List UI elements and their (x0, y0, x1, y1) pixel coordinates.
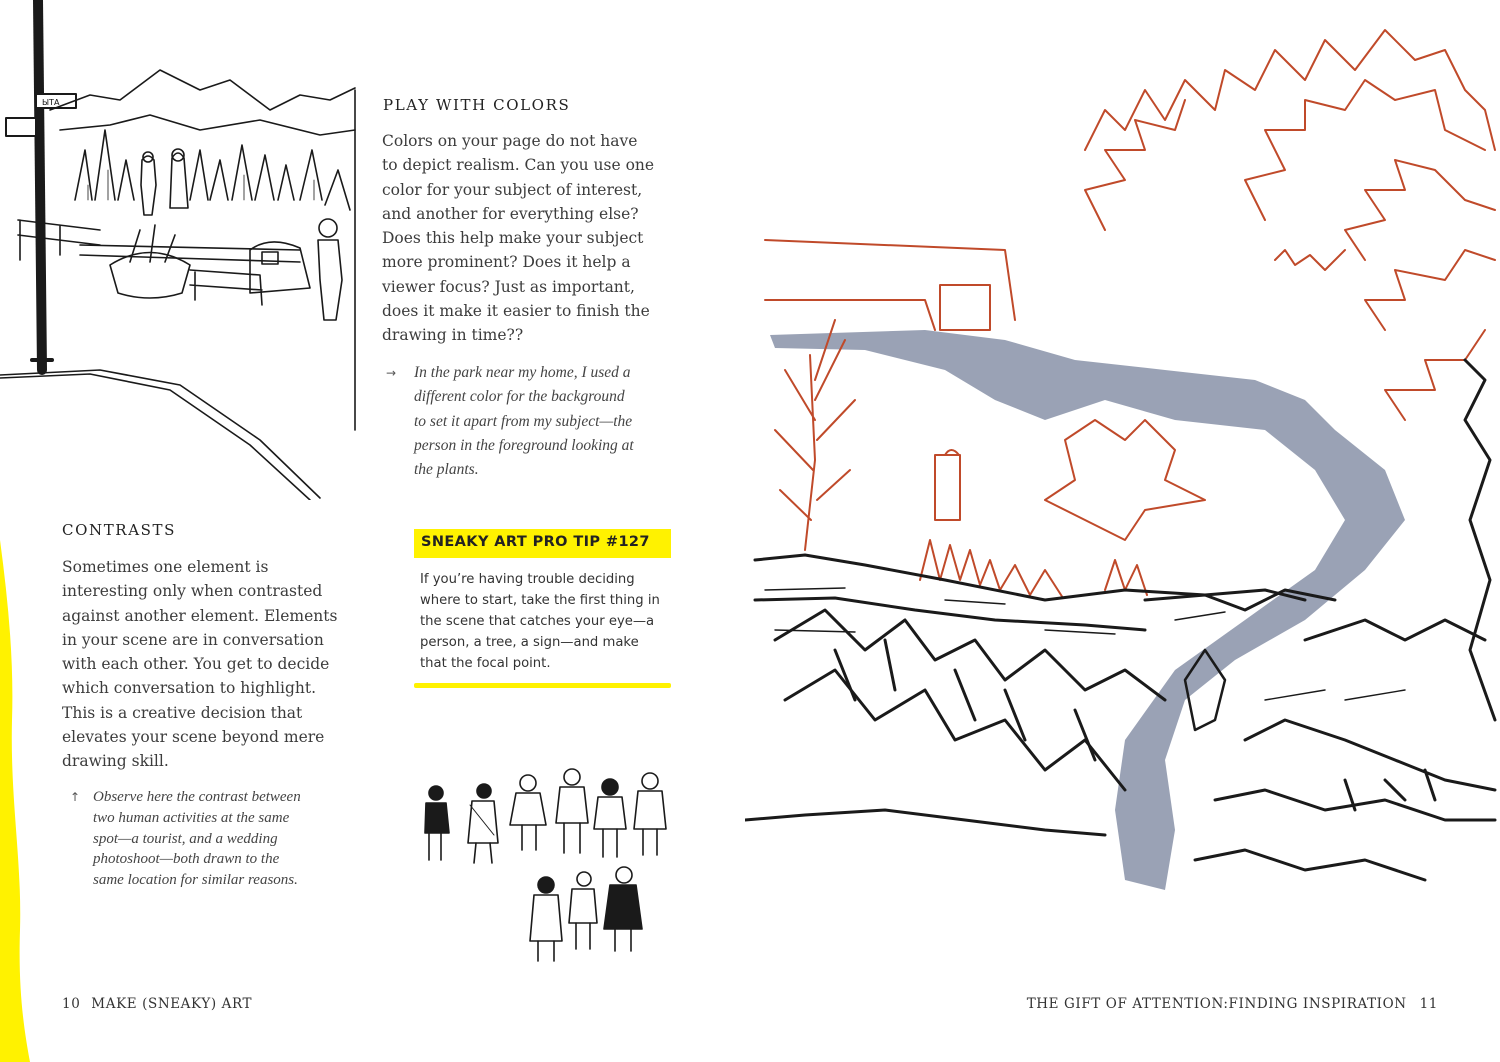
caption-line: photoshoot—both drawn to the (93, 851, 280, 868)
paragraph-line: viewer focus? Just as important, (382, 277, 635, 296)
caption-line: same location for similar reasons. (93, 872, 298, 889)
paragraph-line: more prominent? Does it help a (382, 253, 631, 272)
paragraph-line: elevates your scene beyond mere (62, 728, 325, 747)
paragraph-line: This is a creative decision that (62, 703, 303, 722)
paragraph-line: drawing skill. (62, 752, 169, 771)
tip-line: that the focal point. (420, 656, 551, 671)
paragraph-line: does it make it easier to finish the (382, 302, 650, 321)
paragraph-line: to depict realism. Can you use one (382, 156, 655, 175)
paragraph-line: with each other. You get to decide (62, 655, 330, 674)
left-footer (62, 996, 252, 1012)
overlook-sketch (0, 0, 360, 500)
paragraph-line: in your scene are in conversation (62, 630, 324, 649)
right-page-number: 11 (1419, 996, 1438, 1012)
caption-line: the plants. (414, 461, 479, 479)
park-illustration (745, 0, 1500, 960)
caption-line: person in the foreground looking at (414, 436, 634, 454)
caption-line: two human activities at the same (93, 809, 290, 826)
left-page-number: 10 (62, 996, 81, 1012)
paragraph-line: Does this help make your subject (382, 229, 644, 248)
street-sign-text: ЫТА (42, 98, 60, 107)
caption-line: In the park near my home, I used a (414, 364, 631, 381)
tip-line: If you’re having trouble deciding (420, 572, 635, 587)
tip-line: person, a tree, a sign—and make (420, 635, 639, 650)
pro-tip-label: SNEAKY ART PRO TIP #127 (414, 529, 671, 558)
contrasts-paragraph (62, 555, 362, 774)
contrasts-caption (93, 787, 363, 891)
play-with-colors-paragraph (382, 129, 682, 348)
paragraph-line: color for your subject of interest, (382, 180, 643, 199)
pro-tip-underline (414, 683, 671, 688)
tip-line: the scene that catches your eye—a (420, 614, 655, 629)
walking-people-sketch (412, 765, 674, 965)
caption-line: to set it apart from my subject—the (414, 412, 633, 430)
paragraph-line: against another element. Elements (62, 606, 338, 625)
caption-line: spot—a tourist, and a wedding (93, 830, 278, 847)
arrow-up-icon: ↑ (70, 790, 81, 804)
left-running-title: MAKE (SNEAKY) ART (91, 996, 253, 1012)
caption-line: different color for the background (414, 388, 625, 406)
arrow-right-icon: → (386, 366, 397, 380)
paragraph-line: Sometimes one element is (62, 558, 269, 576)
play-with-colors-caption (414, 361, 684, 482)
pro-tip-body (420, 569, 680, 674)
right-footer (1027, 996, 1438, 1012)
paragraph-line: interesting only when contrasted (62, 582, 323, 601)
play-with-colors-heading: PLAY WITH COLORS (383, 96, 571, 114)
paragraph-line: which conversation to highlight. (62, 679, 317, 698)
contrasts-heading: CONTRASTS (62, 521, 176, 539)
paragraph-line: and another for everything else? (382, 204, 639, 223)
tip-line: where to start, take the first thing in (420, 593, 660, 608)
paragraph-line: drawing in time?? (382, 326, 524, 345)
caption-line: Observe here the contrast between (93, 789, 301, 805)
right-running-title: THE GIFT OF ATTENTION:FINDING INSPIRATION (1026, 996, 1407, 1012)
paragraph-line: Colors on your page do not have (382, 132, 638, 150)
